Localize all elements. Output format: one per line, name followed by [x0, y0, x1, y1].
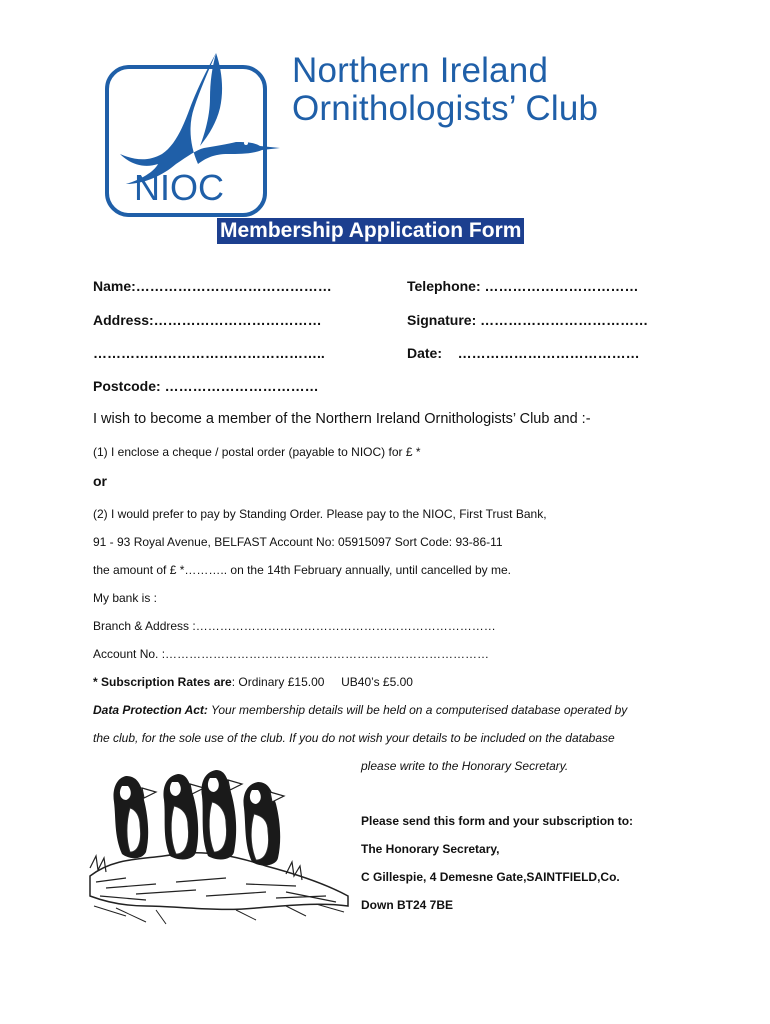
org-title-line1: Northern Ireland	[292, 51, 549, 90]
name-field[interactable]: Name:……………………………………	[93, 278, 332, 294]
signature-field[interactable]: Signature: ………………………………	[407, 312, 649, 328]
address-line2-field[interactable]: …………………………………………..	[93, 345, 325, 361]
rates-values: : Ordinary £15.00 UB40’s £5.00	[231, 675, 413, 689]
nioc-logo	[104, 50, 282, 218]
data-protection-line3: please write to the Honorary Secretary.	[361, 759, 569, 773]
form-title: Membership Application Form	[217, 218, 524, 244]
intro-text: I wish to become a member of the Northern Ireland Ornithologists’ Club and :-	[93, 411, 591, 427]
option2-line2: 91 - 93 Royal Avenue, BELFAST Account No: 05915097 Sort Code: 93-86-11	[93, 535, 503, 549]
data-protection-line2: the club, for the sole use of the club. If you do not wish your details to be included on the database	[93, 731, 615, 745]
account-no-field[interactable]: Account No. :………………………………………………………………………	[93, 647, 490, 661]
option1-text: (1) I enclose a cheque / postal order (payable to NIOC) for £ *	[93, 445, 421, 459]
send-to-line4: Down BT24 7BE	[361, 898, 454, 912]
date-field[interactable]: Date: …………………………………	[407, 345, 640, 361]
postcode-field[interactable]: Postcode: ……………………………	[93, 378, 319, 394]
data-protection-line1	[93, 702, 627, 718]
rates-label: * Subscription Rates are	[93, 675, 232, 689]
puffins-illustration	[86, 756, 350, 926]
send-to-line1: Please send this form and your subscription to:	[361, 814, 634, 828]
bank-is-text: My bank is :	[93, 591, 158, 605]
org-title-line2: Ornithologists’ Club	[292, 89, 599, 128]
telephone-field[interactable]: Telephone: ……………………………	[407, 278, 639, 294]
org-title	[292, 52, 598, 128]
branch-address-field[interactable]: Branch & Address :…………………………………………………………………	[93, 619, 496, 633]
send-to-line3: C Gillespie, 4 Demesne Gate,SAINTFIELD,Co.	[361, 870, 620, 884]
option2-line1: (2) I would prefer to pay by Standing Order. Please pay to the NIOC, First Trust Bank,	[93, 507, 547, 521]
dp-label: Data Protection Act:	[93, 703, 208, 717]
or-text: or	[93, 473, 107, 489]
option2-line3: the amount of £ *……….. on the 14th February annually, until cancelled by me.	[93, 563, 512, 577]
subscription-rates	[93, 674, 413, 690]
send-to-line2: The Honorary Secretary,	[361, 842, 500, 856]
dp-line1: Your membership details will be held on a computerised database operated by	[207, 703, 628, 717]
logo-text: NIOC	[134, 167, 224, 208]
address-field[interactable]: Address:………………………………	[93, 312, 322, 328]
